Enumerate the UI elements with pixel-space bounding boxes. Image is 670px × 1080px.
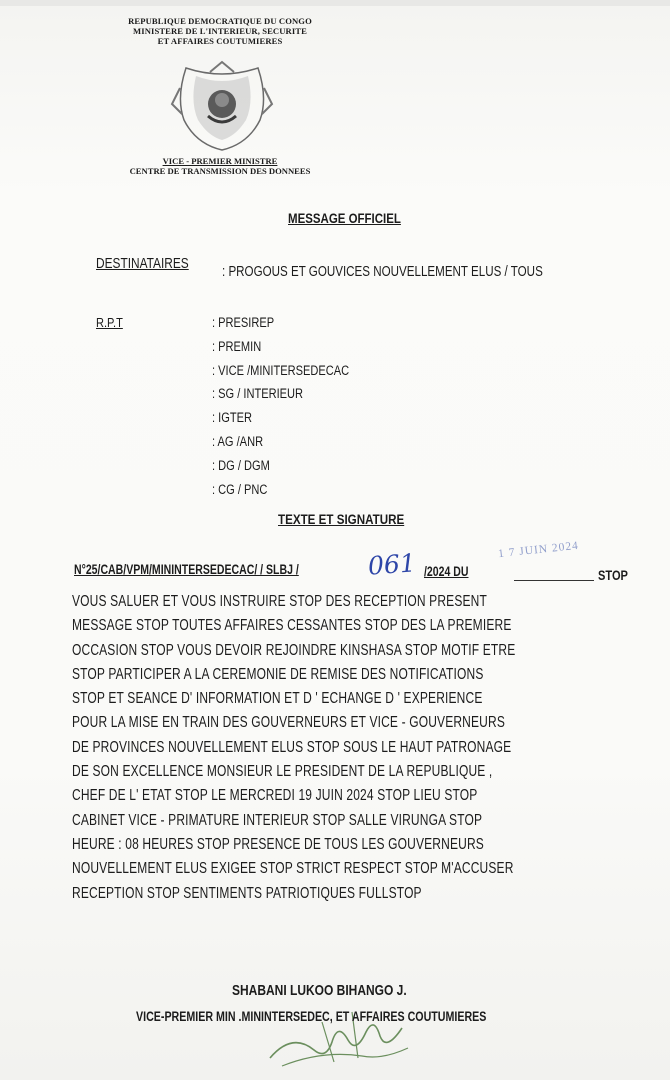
signer-name: SHABANI LUKOO BIHANGO J. [232, 982, 407, 999]
reference-suffix [424, 564, 468, 579]
body-line: NOUVELLEMENT ELUS EXIGEE STOP STRICT RESPECT STOP M'ACCUSER [72, 860, 514, 878]
office-block [100, 157, 340, 176]
body-line: HEURE : 08 HEURES STOP PRESENCE DE TOUS LES GOUVERNEURS [72, 835, 484, 853]
rpt-item: : PRESIREP [212, 315, 275, 330]
signer-title: VICE-PREMIER MIN .MININTERSEDEC, ET AFFAIRES COUTUMIERES [136, 1009, 487, 1024]
reference-line [74, 539, 634, 586]
drc-coat-of-arms-icon [166, 58, 278, 154]
rpt-item: : VICE /MINITERSEDECAC [212, 362, 350, 378]
rpt-item: : AG /ANR [212, 433, 264, 449]
rpt-item: : IGTER [212, 410, 252, 426]
body-line: MESSAGE STOP TOUTES AFFAIRES CESSANTES STOP DES LA PREMIERE [72, 617, 512, 635]
letterhead [100, 16, 340, 46]
body-line: DE SON EXCELLENCE MONSIEUR LE PRESIDENT DE LA REPUBLIQUE , [72, 763, 493, 781]
date-stamp: 1 7 JUIN 2024 [497, 539, 580, 561]
reference-prefix: N°25/CAB/VPM/MININTERSEDECAC/ / SLBJ / [74, 562, 299, 577]
country-name: REPUBLIQUE DEMOCRATIQUE DU CONGO [128, 16, 312, 26]
destinataires-label: DESTINATAIRES [96, 256, 189, 272]
center-name: CENTRE DE TRANSMISSION DES DONNEES [129, 165, 311, 176]
message-title: MESSAGE OFFICIEL [288, 210, 401, 226]
body-line: CABINET VICE - PRIMATURE INTERIEUR STOP SALLE VIRUNGA STOP [72, 811, 483, 829]
message-body [72, 592, 648, 908]
handwritten-signature [262, 992, 412, 1072]
ministry-line-1: MINISTERE DE L'INTERIEUR, SECURITE [133, 26, 307, 36]
office-name: VICE - PREMIER MINISTRE [162, 156, 278, 166]
body-line: DE PROVINCES NOUVELLEMENT ELUS STOP SOUS LE HAUT PATRONAGE [72, 738, 512, 756]
body-line: POUR LA MISE EN TRAIN DES GOUVERNEURS ET VICE - GOUVERNEURS [72, 714, 505, 732]
destinataires-value: : PROGOUS ET GOUVICES NOUVELLEMENT ELUS / TOUS [222, 264, 543, 280]
rpt-item: : DG / DGM [212, 457, 270, 473]
body-line: STOP ET SEANCE D' INFORMATION ET D ' ECHANGE D ' EXPERIENCE [72, 690, 483, 708]
rpt-label: R.P.T [96, 315, 123, 330]
texte-signature-title: TEXTE ET SIGNATURE [278, 512, 405, 527]
body-line: CHEF DE L' ETAT STOP LE MERCREDI 19 JUIN 2024 STOP LIEU STOP [72, 787, 478, 805]
reference-year: /2024 DU [424, 564, 469, 579]
top-strip [0, 0, 670, 6]
reference-number-handwritten: 061 [367, 548, 417, 581]
rpt-item: : CG / PNC [212, 481, 268, 497]
date-underline [514, 580, 594, 581]
rpt-item: : SG / INTERIEUR [212, 386, 304, 402]
body-line: VOUS SALUER ET VOUS INSTRUIRE STOP DES RECEPTION PRESENT [72, 593, 487, 610]
body-line: OCCASION STOP VOUS DEVOIR REJOINDRE KINSHASA STOP MOTIF ETRE [72, 641, 516, 659]
ministry-line-2: ET AFFAIRES COUTUMIERES [157, 36, 283, 46]
body-line: STOP PARTICIPER A LA CEREMONIE DE REMISE DES NOTIFICATIONS [72, 665, 484, 683]
rpt-item: : PREMIN [212, 338, 262, 354]
rpt-list [212, 314, 379, 504]
body-line: RECEPTION STOP SENTIMENTS PATRIOTIQUES FULLSTOP [72, 884, 422, 902]
reference-stop: STOP [598, 568, 628, 583]
